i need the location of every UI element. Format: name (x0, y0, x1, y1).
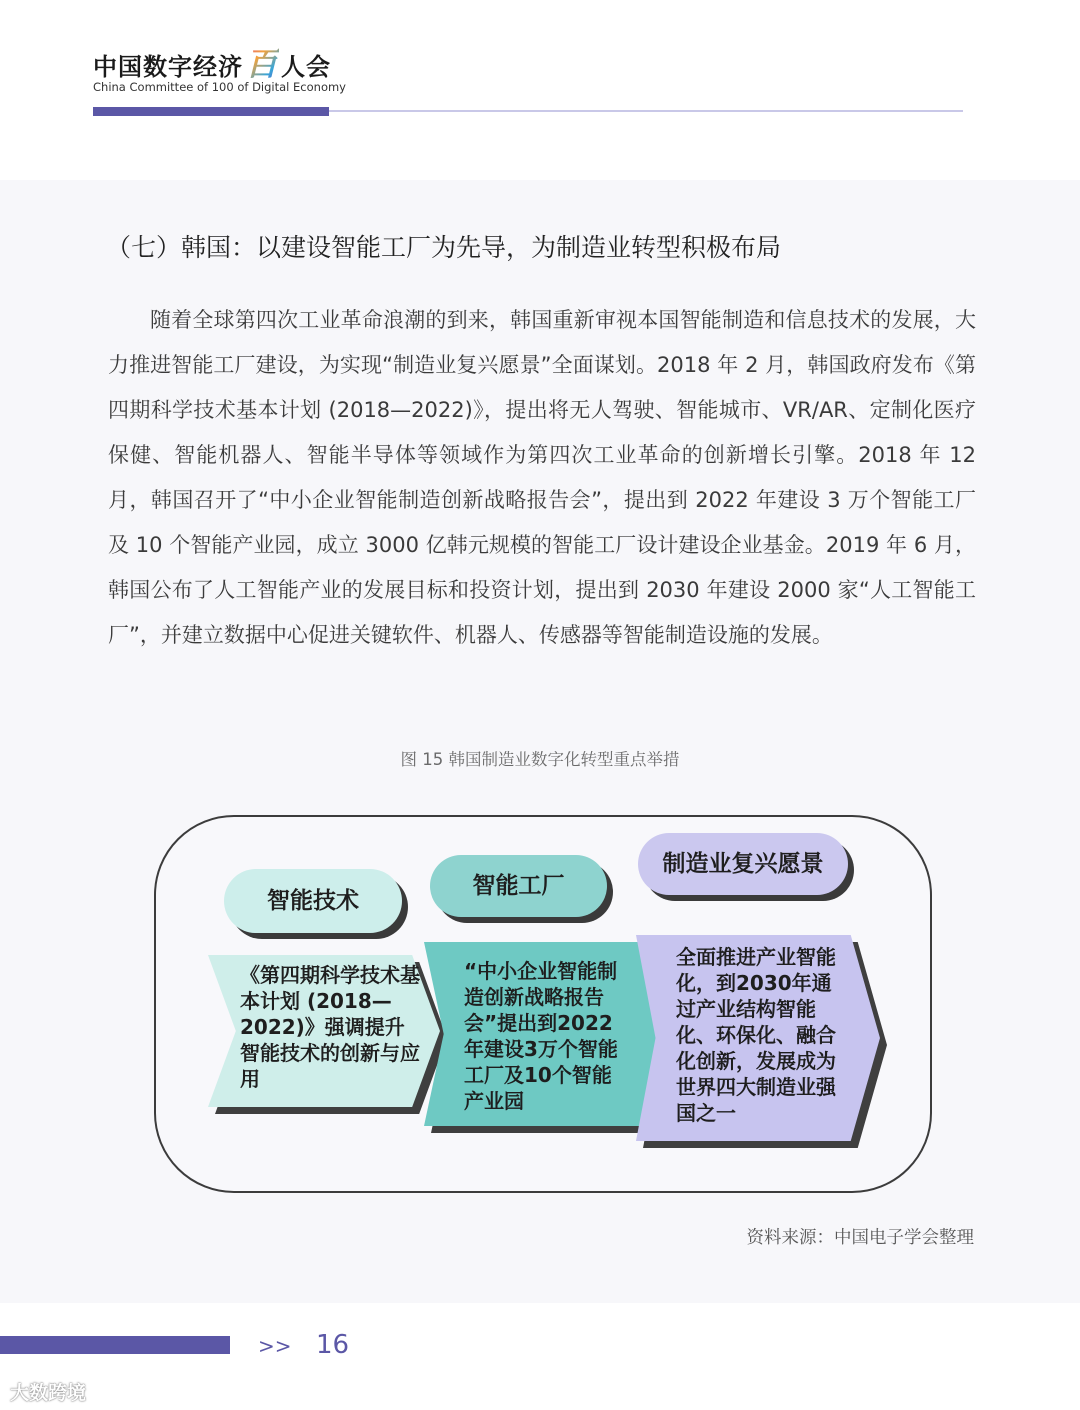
step-2-title: 智能工厂 (430, 855, 607, 917)
step-2-text: “中小企业智能制造创新战略报告会”提出到2022年建设3万个智能工厂及10个智能产业园 (464, 959, 618, 1113)
figure-source: 资料来源：中国电子学会整理 (746, 1228, 974, 1248)
section-title: （七）韩国：以建设智能工厂为先导，为制造业转型积极布局 (106, 233, 782, 262)
page-header (0, 0, 1080, 180)
header-accent-bar (93, 107, 329, 116)
logo-english-name: China Committee of 100 of Digital Economy (93, 80, 346, 94)
logo-cn-part2: 人会 (281, 52, 331, 81)
footer-arrows: >> (258, 1334, 292, 1358)
org-logo (93, 44, 331, 84)
step-1-title: 智能技术 (224, 869, 402, 933)
logo-mark: 百 (245, 45, 279, 83)
step-3-text: 全面推进产业智能化，到2030年通过产业结构智能化、环保化、融合化创新，发展成为世界四大制造业强国之一 (676, 945, 836, 1125)
step-1-text: 《第四期科学技术基本计划 (2018—2022)》强调提升智能技术的创新与应用 (240, 963, 420, 1091)
step-3-title: 制造业复兴愿景 (638, 833, 848, 895)
body-paragraph: 随着全球第四次工业革命浪潮的到来，韩国重新审视本国智能制造和信息技术的发展，大力推进智能工厂建设，为实现“制造业复兴愿景”全面谋划。2018 年 2 月，韩国政府发布《第四期科学技术基本计划 (2018—2022)》，提出将无人驾驶、智能城市、VR/AR、定制化医疗保健、智能机器人、智能半导体等领域作为第四次工业革命的创新增长引擎。2018 年 12 月，韩国召开了“中小企业智能制造创新战略报告会”，提出到 2022 年建设 3 万个智能工厂及 10 个智能产业园，成立 3000 亿韩元规模的智能工厂设计建设企业基金。2019 年 6 月，韩国公布了人工智能产业的发展目标和投资计划，提出到 2030 年建设 2000 家“人工智能工厂”，并建立数据中心促进关键软件、机器人、传感器等智能制造设施的发展。 (108, 308, 976, 647)
watermark-text: 大数跨境 (10, 1382, 87, 1404)
logo-cn-part1: 中国数字经济 (93, 52, 243, 81)
figure-caption: 图 15 韩国制造业数字化转型重点举措 (400, 750, 680, 769)
watermark (10, 1378, 86, 1405)
page-number: 16 (316, 1330, 350, 1360)
footer-accent-bar (0, 1336, 230, 1354)
